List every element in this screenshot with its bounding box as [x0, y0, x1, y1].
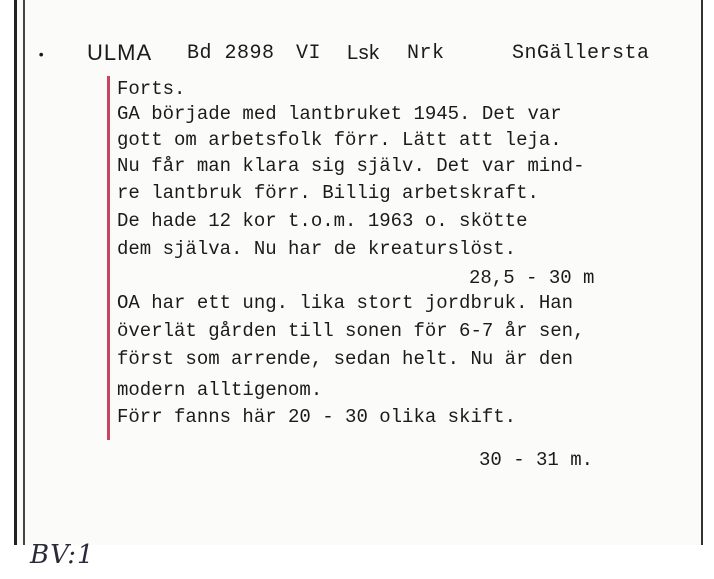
region-code: Nrk [407, 42, 445, 65]
measurement-range: 28,5 - 30 m [469, 267, 595, 289]
measurement-range: 30 - 31 m. [479, 449, 594, 471]
text-line: OA har ett ung. lika stort jordbruk. Han [117, 292, 574, 314]
index-card [14, 0, 703, 545]
archive-code: ULMA [87, 40, 153, 65]
red-margin-line [107, 76, 110, 440]
volume-number: Bd 2898 [187, 42, 275, 65]
landscape-code: Lsk [347, 42, 380, 64]
text-line: modern alltigenom. [117, 379, 323, 401]
section-roman: VI [296, 42, 322, 65]
text-line: Förr fanns här 20 - 30 olika skift. [117, 406, 517, 428]
text-line: Forts. [117, 78, 186, 100]
text-line: dem själva. Nu har de kreaturslöst. [117, 238, 517, 260]
text-line: GA började med lantbruket 1945. Det var [117, 103, 562, 125]
text-line: re lantbruk förr. Billig arbetskraft. [117, 182, 539, 204]
text-line: Nu får man klara sig själv. Det var mind- [117, 155, 585, 177]
text-line: gott om arbetsfolk förr. Lätt att leja. [117, 129, 562, 151]
handwritten-label: BV:1 [30, 540, 95, 570]
card-left-edge [23, 0, 25, 545]
scan-margin [0, 545, 714, 579]
parish-name: SnGällersta [512, 42, 650, 65]
hole-punch-dot: • [37, 48, 46, 64]
text-line: överlät gården till sonen för 6-7 år sen, [117, 320, 585, 342]
text-line: De hade 12 kor t.o.m. 1963 o. skötte [117, 210, 528, 232]
text-line: först som arrende, sedan helt. Nu är den [117, 348, 574, 370]
